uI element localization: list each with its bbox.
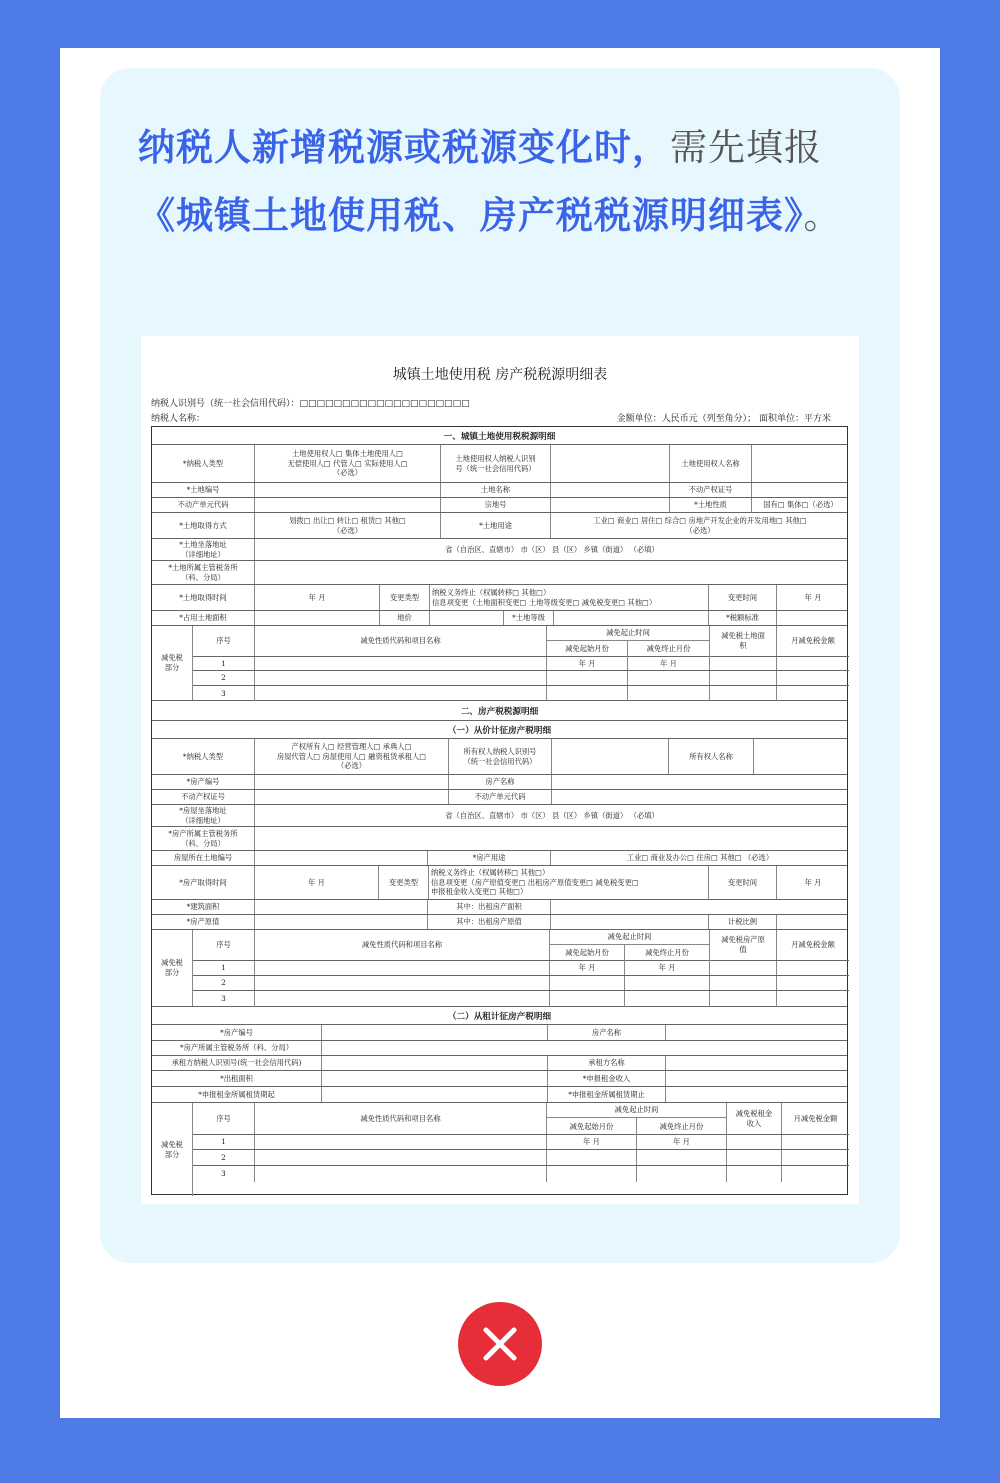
- input-cell[interactable]: [322, 1041, 849, 1055]
- label-cell: *占用土地面积: [152, 611, 255, 625]
- label-cell: 不动产权证号: [670, 483, 752, 497]
- table-row: [152, 498, 847, 513]
- input-cell[interactable]: [552, 739, 669, 774]
- option-cell: 省（自治区、直辖市） 市（区） 县（区） 乡镇（街道） （必填）: [445, 544, 659, 554]
- input-cell[interactable]: [255, 561, 849, 584]
- table-row: [152, 915, 847, 930]
- label-cell: *税额标准: [709, 611, 777, 625]
- input-cell[interactable]: [255, 671, 547, 685]
- label-cell: *申报租金所属租赁期止: [548, 1087, 666, 1102]
- table-row: [152, 827, 847, 851]
- label-cell: 不动产单元代码: [449, 790, 552, 804]
- label-cell: 减免税租金 收入: [727, 1103, 782, 1134]
- label-cell: 1: [193, 657, 255, 670]
- heading-line-1-bold: 纳税人新增税源或税源变化时，: [138, 126, 670, 169]
- input-cell[interactable]: 年 月: [804, 592, 822, 602]
- table-row: [152, 1025, 847, 1041]
- label-cell: 减免性质代码和项目名称: [255, 930, 550, 960]
- input-cell[interactable]: [255, 657, 547, 670]
- input-cell[interactable]: [710, 961, 777, 975]
- label-cell: 3: [193, 686, 255, 701]
- input-cell[interactable]: [255, 851, 428, 865]
- label-cell: *建筑面积: [152, 900, 255, 914]
- label-cell: 减免税 部分: [152, 626, 193, 700]
- label-cell: 其中：出租房产面积: [428, 900, 551, 914]
- table-row: [152, 483, 847, 498]
- label-cell: 减免税土地面 积: [710, 626, 777, 656]
- input-cell[interactable]: [255, 498, 441, 512]
- table-row: [152, 739, 847, 775]
- input-cell[interactable]: [547, 1166, 637, 1182]
- label-cell: 减免性质代码和项目名称: [255, 1103, 547, 1134]
- label-cell: 减免性质代码和项目名称: [255, 626, 547, 656]
- input-cell[interactable]: [551, 483, 670, 497]
- relief-header: [193, 626, 849, 657]
- table-row: [152, 775, 847, 790]
- input-cell[interactable]: [550, 976, 625, 990]
- label-cell: 房产名称: [449, 775, 552, 789]
- table-row: [152, 561, 847, 585]
- label-cell: 1: [193, 961, 255, 975]
- label-cell: 序号: [193, 1103, 255, 1134]
- table-row: [152, 851, 847, 866]
- input-cell[interactable]: [551, 445, 670, 482]
- label-cell: 地价: [380, 611, 430, 625]
- heading-line-1: [138, 117, 898, 171]
- table-row: [152, 585, 847, 611]
- label-cell: 减免税 部分: [152, 930, 193, 1006]
- label-cell: 变更类型: [380, 585, 430, 610]
- label-cell: *房产编号: [152, 1025, 322, 1040]
- input-cell[interactable]: [255, 775, 449, 789]
- input-cell[interactable]: [628, 671, 710, 685]
- table-row: [193, 686, 849, 701]
- input-cell[interactable]: [710, 671, 777, 685]
- table-row: [152, 900, 847, 915]
- input-cell[interactable]: [710, 657, 777, 670]
- input-cell[interactable]: [727, 1135, 782, 1149]
- label-cell: 减免起始月份: [547, 1118, 637, 1135]
- label-cell: 计税比例: [709, 915, 777, 929]
- label-cell: 减免税房产原 值: [710, 930, 777, 960]
- input-cell[interactable]: [322, 1025, 548, 1040]
- label-cell: 不动产单元代码: [152, 498, 255, 512]
- input-cell[interactable]: [727, 1166, 782, 1182]
- close-icon: [458, 1302, 542, 1386]
- label-cell: 2: [193, 671, 255, 685]
- input-cell[interactable]: [637, 1166, 727, 1182]
- table-row: [193, 1150, 849, 1166]
- input-cell[interactable]: [255, 686, 547, 701]
- units-label: 金额单位：人民币元（列至角分）； 面积单位：平方米: [616, 414, 831, 424]
- option-cell: 工业□ 商业□ 居住□ 综合□ 房地产开发企业的开发用地□ 其他□ （必选）: [593, 515, 807, 535]
- label-cell: *土地编号: [152, 483, 255, 497]
- form-title: 城镇土地使用税 房产税税源明细表: [392, 367, 608, 383]
- table-row: [152, 1087, 847, 1103]
- relief-block: [152, 626, 847, 701]
- label-cell: 减免起止时间: [550, 930, 710, 945]
- label-cell: 1: [193, 1135, 255, 1149]
- label-cell: *土地性质: [670, 498, 752, 512]
- input-cell[interactable]: [255, 1150, 547, 1165]
- label-cell: *申报租金收入: [548, 1071, 666, 1086]
- table-row: [152, 513, 847, 539]
- input-cell[interactable]: [255, 611, 380, 625]
- taxpayer-id-label: 纳税人识别号（统一社会信用代码）：□□□□□□□□□□□□□□□□□□□□: [151, 399, 470, 409]
- input-cell[interactable]: 年 月: [255, 585, 380, 610]
- table-row: [152, 445, 847, 483]
- label-cell: *土地用途: [441, 513, 551, 538]
- input-cell[interactable]: [710, 991, 777, 1007]
- input-cell[interactable]: [625, 976, 710, 990]
- table-row: [193, 991, 849, 1007]
- label-cell: 土地使用权人名称: [670, 445, 752, 482]
- relief-header: [193, 1103, 849, 1135]
- section-land-tax: 一、城镇土地使用税税源明细: [152, 427, 847, 445]
- label-cell: *土地所属主管税务所 （科、分局）: [152, 561, 255, 584]
- option-cell: 省（自治区、直辖市） 市（区） 县（区） 乡镇（街道） （必填）: [445, 810, 659, 820]
- label-cell: 土地名称: [441, 483, 551, 497]
- label-cell: *房产原值: [152, 915, 255, 929]
- label-cell: 承租方名称: [548, 1056, 666, 1070]
- label-cell: 其中：出租房产原值: [428, 915, 551, 929]
- label-cell: 变更时间: [709, 866, 777, 899]
- heading-line-2-end: 。: [803, 194, 842, 237]
- label-cell: 减免终止月份: [628, 641, 710, 657]
- input-cell[interactable]: 年 月: [628, 657, 710, 670]
- input-cell[interactable]: [255, 991, 550, 1007]
- section-value-based: （一）从价计征房产税明细: [152, 721, 847, 739]
- input-cell[interactable]: [551, 498, 670, 512]
- input-cell[interactable]: [637, 1150, 727, 1165]
- label-cell: 月减免税金额: [791, 636, 835, 646]
- label-cell: 减免起止时间: [547, 626, 710, 641]
- label-cell: 3: [193, 1166, 255, 1182]
- input-cell[interactable]: [550, 991, 625, 1007]
- label-cell: 2: [193, 976, 255, 990]
- table-row: [193, 961, 849, 976]
- label-cell: 减免终止月份: [637, 1118, 727, 1135]
- input-cell[interactable]: 年 月: [547, 657, 628, 670]
- label-cell: 减免税 部分: [152, 1103, 193, 1196]
- table-row: [152, 611, 847, 626]
- input-cell[interactable]: 年 月: [637, 1135, 727, 1149]
- input-cell[interactable]: 年 月: [625, 961, 710, 975]
- table-row: [193, 1135, 849, 1150]
- label-cell: *出租面积: [152, 1071, 322, 1086]
- heading-line-2-bold: 《城镇土地使用税、房产税税源明细表》: [138, 194, 804, 237]
- input-cell[interactable]: [710, 686, 777, 701]
- input-cell[interactable]: [554, 611, 709, 625]
- table-row: [152, 790, 847, 805]
- table-row: [193, 976, 849, 991]
- label-cell: *房屋坐落地址 （详细地址）: [152, 805, 255, 826]
- input-cell[interactable]: [255, 976, 550, 990]
- label-cell: *房产编号: [152, 775, 255, 789]
- input-cell[interactable]: [255, 483, 441, 497]
- label-cell: *土地取得时间: [152, 585, 255, 610]
- label-cell: 减免终止月份: [625, 945, 710, 961]
- label-cell: 减免起止时间: [547, 1103, 727, 1118]
- option-cell: 划拨□ 出让□ 转让□ 租赁□ 其他□ （必选）: [255, 513, 441, 538]
- label-cell: 变更类型: [379, 866, 429, 899]
- label-cell: 宗地号: [441, 498, 551, 512]
- input-cell[interactable]: [547, 686, 628, 701]
- label-cell: *房产用途: [428, 851, 551, 865]
- input-cell[interactable]: 年 月: [547, 1135, 637, 1149]
- label-cell: 所有权人纳税人识别号 （统一社会信用代码）: [449, 739, 552, 774]
- table-row: [152, 1071, 847, 1087]
- table-row: [152, 805, 847, 827]
- section-rent-based: （二）从租计征房产税明细: [152, 1007, 847, 1025]
- taxpayer-name-label: 纳税人名称：: [151, 414, 206, 424]
- label-cell: 房屋所在土地编号: [152, 851, 255, 865]
- label-cell: *土地坐落地址 （详细地址）: [152, 539, 255, 560]
- label-cell: 不动产权证号: [152, 790, 255, 804]
- input-cell[interactable]: 年 月: [255, 866, 379, 899]
- label-cell: 月减免税金额: [793, 1113, 838, 1123]
- form-table: [151, 426, 848, 1195]
- label-cell: 3: [193, 991, 255, 1007]
- label-cell: 序号: [193, 626, 255, 656]
- label-cell: 2: [193, 1150, 255, 1165]
- label-cell: 房产名称: [548, 1025, 666, 1040]
- input-cell[interactable]: [255, 1135, 547, 1149]
- table-row: [152, 1041, 847, 1056]
- table-row: [193, 671, 849, 686]
- label-cell: *纳税人类型: [152, 445, 255, 482]
- input-cell[interactable]: [710, 976, 777, 990]
- label-cell: 减免起始月份: [550, 945, 625, 961]
- relief-block: [152, 930, 847, 1007]
- heading-line-1-light: 需先填报: [670, 126, 822, 169]
- label-cell: 所有权人名称: [669, 739, 754, 774]
- label-cell: *房产所属主管税务所 （科、分局）: [152, 827, 255, 850]
- option-cell: 土地使用权人□ 集体土地使用人□ 无偿使用人□ 代管人□ 实际使用人□ （必选）: [255, 445, 441, 482]
- close-icon-glyph: [480, 1324, 520, 1364]
- table-row: [152, 866, 847, 900]
- input-cell[interactable]: [255, 961, 550, 975]
- input-cell[interactable]: 年 月: [804, 877, 822, 887]
- table-row: [152, 539, 847, 561]
- label-cell: *土地等级: [504, 611, 554, 625]
- input-cell[interactable]: [255, 827, 849, 850]
- label-cell: 土地使用权人纳税人识别 号（统一社会信用代码）: [441, 445, 551, 482]
- option-cell: 产权所有人□ 经营管理人□ 承典人□ 房屋代管人□ 房屋使用人□ 融资租赁承租人□ （必选）: [255, 739, 449, 774]
- input-cell[interactable]: [551, 915, 709, 929]
- label-cell: *申报租金所属租赁期起: [152, 1087, 322, 1102]
- label-cell: 序号: [193, 930, 255, 960]
- input-cell[interactable]: [255, 900, 428, 914]
- table-row: [193, 1166, 849, 1182]
- input-cell[interactable]: [255, 915, 428, 929]
- input-cell[interactable]: [255, 790, 449, 804]
- input-cell[interactable]: [255, 1166, 547, 1182]
- label-cell: 变更时间: [709, 585, 777, 610]
- option-cell: 纳税义务终止（权属转移□ 其他□） 信息项变更（土地面积变更□ 土地等级变更□ 减免税变更□ 其他□）: [430, 585, 709, 610]
- label-cell: *房产取得时间: [152, 866, 255, 899]
- input-cell[interactable]: [625, 991, 710, 1007]
- table-row: [152, 1056, 847, 1071]
- label-cell: *土地取得方式: [152, 513, 255, 538]
- input-cell[interactable]: [430, 611, 504, 625]
- label-cell: 减免起始月份: [547, 641, 628, 657]
- input-cell[interactable]: [322, 1087, 548, 1102]
- input-cell[interactable]: 年 月: [550, 961, 625, 975]
- label-cell: 承租方纳税人识别号(统一社会信用代码): [152, 1056, 322, 1070]
- input-cell[interactable]: [628, 686, 710, 701]
- option-cell: 工业□ 商业及办公□ 住房□ 其他□ （必选）: [626, 853, 774, 863]
- section-house-tax: 二、房产税税源明细: [152, 701, 847, 721]
- label-cell: 月减免税金额: [791, 940, 835, 950]
- heading-line-2: [138, 185, 898, 239]
- relief-block: [152, 1103, 847, 1196]
- input-cell[interactable]: [727, 1150, 782, 1165]
- option-cell: 国有□ 集体□（必选）: [763, 500, 838, 510]
- input-cell[interactable]: [322, 1071, 548, 1086]
- label-cell: *房产所属主管税务所（科、分局）: [152, 1041, 322, 1055]
- tax-form-document: [141, 336, 859, 1204]
- relief-header: [193, 930, 849, 961]
- input-cell[interactable]: [322, 1056, 548, 1070]
- table-row: [193, 657, 849, 671]
- label-cell: *纳税人类型: [152, 739, 255, 774]
- option-cell: 纳税义务终止（权属转移□ 其他□） 信息项变更（房产原值变更□ 出租房产原值变更□ 减免税变更□ 申报租金收入变更□ 其他□）: [429, 866, 709, 899]
- input-cell[interactable]: [547, 671, 628, 685]
- input-cell[interactable]: [547, 1150, 637, 1165]
